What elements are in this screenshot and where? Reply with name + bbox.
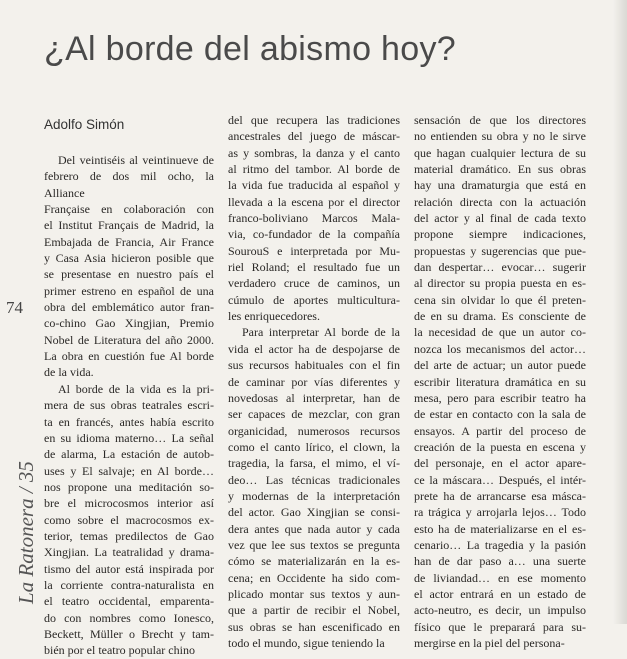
- text-line: todo el mundo, sigue teniendo la: [228, 636, 385, 650]
- text-line: vez que lee sus textos se pregunta: [228, 537, 400, 552]
- text-line: uses y El salvaje; en Al borde…: [44, 463, 214, 478]
- text-line: al ritmo del tambor. Al borde de: [228, 162, 400, 177]
- text-line: primer estreno en español de una: [44, 283, 214, 298]
- text-line: del arte de actuar; un autor puede: [414, 358, 586, 373]
- text-line: la necesidad de que un autor co-: [414, 325, 586, 340]
- text-line: bién por el teatro popular chino: [44, 643, 195, 658]
- text-line: La obra en cuestión fue Al borde: [44, 349, 214, 364]
- running-title: La Ratonera / 35: [14, 461, 38, 604]
- page-number: 74: [6, 298, 23, 317]
- text-line: mera de sus obras teatrales escri-: [44, 398, 214, 413]
- text-line: el Institut Français de Madrid, la: [44, 218, 214, 233]
- text-line: han de dar paso a… una suerte: [414, 554, 586, 569]
- text-line: cena; en Occidente ha sido com-: [228, 570, 400, 585]
- text-line: verdadero cruce de caminos, un: [228, 276, 400, 291]
- text-line: sensación de que los directores: [414, 113, 586, 127]
- text-line: riel Roland; el resultado fue un: [228, 260, 400, 275]
- text-line: material dramático. En sus obras: [414, 162, 586, 177]
- text-line: de liviandad… en ese momento: [414, 570, 586, 585]
- text-line: organicidad, numerosos recursos: [228, 423, 400, 438]
- text-line: dera antes que nada autor y cada: [228, 521, 400, 536]
- text-line: relación directa con la actuación: [414, 194, 586, 209]
- text-line: nozca los mecanismos del actor…: [414, 341, 586, 356]
- text-line: obra del emblemático autor fran-: [44, 300, 214, 315]
- text-line: dan despertar… evocar… sugerir: [414, 260, 586, 275]
- text-line: do con nombres como Ionesco,: [44, 610, 214, 625]
- text-line: franco-boliviano Marcos Mala-: [228, 211, 400, 226]
- text-line: nos propone una meditación so-: [44, 479, 214, 494]
- text-line: tragedia, la farsa, el mimo, el ví-: [228, 456, 400, 471]
- text-line: propuestas y sugerencias que pue-: [414, 243, 586, 258]
- text-line: ancestrales del juego de máscar-: [228, 129, 400, 144]
- text-line: al director su propia puesta en es-: [414, 276, 586, 291]
- text-column-3: [414, 112, 586, 651]
- text-line: ensayos. A partir del proceso de: [414, 423, 586, 438]
- text-line: Française en colaboración con: [44, 202, 214, 217]
- text-line: como sobre el macrocosmos ex-: [44, 512, 214, 527]
- text-column-2: [228, 112, 400, 651]
- text-line: el teatro occidental, emparenta-: [44, 594, 214, 609]
- text-line: llevada a la escena por el director: [228, 194, 400, 209]
- text-line: esto ha de materializarse en el es-: [414, 521, 586, 536]
- text-line: del que recupera las tradiciones: [228, 113, 400, 127]
- text-line: ser capaces de mezclar, con gran: [228, 407, 400, 422]
- text-line: de estar en contacto con la sala de: [414, 407, 586, 422]
- text-line: tismo del autor está inspirada por: [44, 561, 214, 576]
- text-line: se presentase en nuestro país el: [44, 267, 214, 282]
- text-line: mergirse en la piel del persona-: [414, 636, 565, 650]
- text-line: y modernas de la interpretación: [228, 488, 400, 503]
- text-line: les enriquecedores.: [228, 309, 320, 324]
- text-line: como el canto lírico, el clown, la: [228, 439, 400, 454]
- author-name: Adolfo Simón: [44, 117, 125, 132]
- text-line: sus obras se han escenificado en: [228, 619, 400, 634]
- text-line: via, co-fundador de la compañía: [228, 227, 400, 242]
- text-line: Xingjian. La teatralidad y drama-: [44, 545, 214, 560]
- text-line: la corriente contra-naturalista en: [44, 577, 214, 592]
- text-line: escribir literatura dramática en su: [414, 374, 586, 389]
- text-line: en su idioma materno… La señal: [44, 430, 214, 445]
- text-line: febrero de dos mil ocho, la Alliance: [44, 169, 214, 200]
- text-line: la vida fue traducida al español y: [228, 178, 400, 193]
- text-line: cena sin olvidar lo que él preten-: [414, 292, 586, 307]
- text-line: cenario… La tragedia y la pasión: [414, 537, 586, 552]
- text-line: del actor. Gao Xingjian se consi-: [228, 505, 400, 520]
- text-line: mesa, pero para escribir teatro ha: [414, 390, 586, 405]
- text-line: que a partir de recibir el Nobel,: [228, 603, 400, 618]
- text-line: Nobel de Literatura del año 2000.: [44, 332, 214, 347]
- text-line: terior, temas predilectos de Gao: [44, 528, 214, 543]
- text-line: Embajada de Francia, Air France: [44, 234, 214, 249]
- text-line: as y sombras, la danza y el canto: [228, 145, 400, 160]
- text-line: prete ha de arrancarse esa másca-: [414, 488, 586, 503]
- text-line: Del veintiséis al veintinueve de: [58, 153, 214, 167]
- text-line: del personaje, en el actor apare-: [414, 456, 586, 471]
- text-line: co-chino Gao Xingjian, Premio: [44, 316, 214, 331]
- text-line: de alarma, La estación de autob-: [44, 447, 214, 462]
- text-line: novedosas al interpretar, han de: [228, 390, 400, 405]
- text-line: cómo se materializarán en la es-: [228, 554, 400, 569]
- text-line: que hagan cualquier lectura de su: [414, 145, 586, 160]
- text-line: deo… Las técnicas tradicionales: [228, 472, 400, 487]
- text-line: hay una dramaturgia que está en: [414, 178, 586, 193]
- text-line: del actor y al final de cada texto: [414, 211, 586, 226]
- text-line: sus recursos habituales con el fin: [228, 358, 400, 373]
- text-line: y Casa Asia hicieron posible que: [44, 251, 214, 266]
- article-title: ¿Al borde del abismo hoy?: [44, 30, 456, 68]
- text-line: de en su drama. Es consciente de: [414, 309, 586, 324]
- text-line: bre el microcosmos interior así: [44, 496, 214, 511]
- page-edge-shadow: [613, 0, 627, 624]
- text-line: ce la máscara… Después, el intér-: [414, 472, 586, 487]
- text-line: Beckett, Müller o Brecht y tam-: [44, 626, 214, 641]
- text-line: ra trágica y arrojarla lejos… Todo: [414, 505, 586, 520]
- text-line: plicado montar sus textos y aun-: [228, 586, 400, 601]
- text-line: acto-neutro, es decir, un impulso: [414, 603, 586, 618]
- text-line: vida el actor ha de despojarse de: [228, 341, 400, 356]
- text-line: SourouS e interpretada por Mu-: [228, 243, 400, 258]
- text-line: Para interpretar Al borde de la: [242, 325, 400, 340]
- text-line: cúmulo de aportes multicultura-: [228, 292, 400, 307]
- text-line: propone siempre indicaciones,: [414, 227, 586, 242]
- text-line: Al borde de la vida es la pri-: [58, 381, 214, 396]
- text-line: de caminar por vías diferentes y: [228, 374, 400, 389]
- text-line: no entienden su obra y no le sirve: [414, 129, 586, 144]
- text-line: ta en francés, antes había escrito: [44, 414, 214, 429]
- text-line: de la vida.: [44, 365, 94, 380]
- text-line: el actor entrará en un estado de: [414, 586, 586, 601]
- text-column-1: [44, 152, 214, 659]
- text-line: físico que le preparará para su-: [414, 619, 586, 634]
- text-line: creación de la puesta en escena y: [414, 439, 586, 454]
